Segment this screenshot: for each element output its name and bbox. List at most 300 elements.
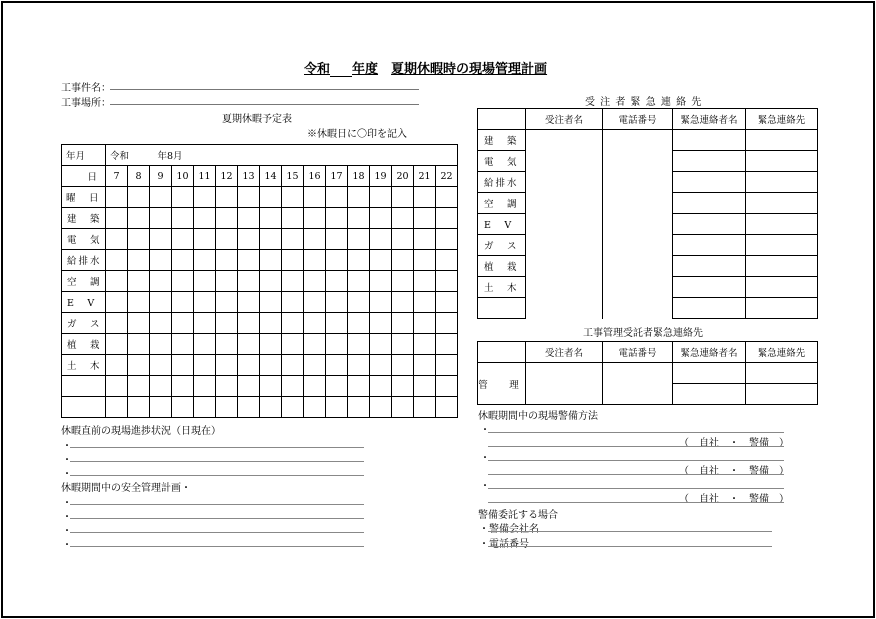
contacts-category: ガ ス	[478, 235, 526, 256]
schedule-row	[62, 313, 458, 334]
schedule-cell[interactable]	[238, 313, 260, 334]
weekday-cell[interactable]	[128, 187, 150, 208]
mgmt-cell-person-2[interactable]	[673, 384, 746, 405]
schedule-cell[interactable]	[370, 376, 392, 397]
schedule-cell[interactable]	[238, 376, 260, 397]
schedule-cell[interactable]	[282, 250, 304, 271]
schedule-cell[interactable]	[304, 208, 326, 229]
bullet: ・	[62, 498, 72, 509]
contacts-cell[interactable]	[673, 193, 746, 214]
security-label: 休暇期間中の現場警備方法	[478, 411, 598, 422]
contacts-cell[interactable]	[746, 277, 818, 298]
schedule-cell[interactable]	[106, 271, 128, 292]
schedule-cell[interactable]	[326, 250, 348, 271]
schedule-cell[interactable]	[106, 334, 128, 355]
schedule-cell[interactable]	[260, 229, 282, 250]
contacts-header: 緊急連絡先	[746, 109, 818, 130]
schedule-cell[interactable]	[106, 397, 128, 418]
schedule-cell[interactable]	[216, 229, 238, 250]
bullet: ・	[62, 540, 72, 551]
weekday-cell[interactable]	[150, 187, 172, 208]
schedule-cell[interactable]	[392, 229, 414, 250]
day-cell: 12	[216, 166, 238, 187]
security-line[interactable]	[488, 488, 784, 489]
schedule-cell[interactable]	[238, 208, 260, 229]
schedule-cell[interactable]	[304, 355, 326, 376]
schedule-category: 土 木	[62, 355, 106, 376]
schedule-cell[interactable]	[172, 397, 194, 418]
schedule-cell[interactable]	[370, 397, 392, 418]
schedule-cell[interactable]	[414, 292, 436, 313]
progress-label: 休暇直前の現場進捗状況（日現在）	[61, 426, 221, 437]
day-cell: 14	[260, 166, 282, 187]
schedule-cell[interactable]	[194, 397, 216, 418]
schedule-cell[interactable]	[348, 334, 370, 355]
schedule-cell[interactable]	[436, 376, 458, 397]
contacts-cell[interactable]	[673, 235, 746, 256]
schedule-cell[interactable]	[436, 229, 458, 250]
schedule-cell[interactable]	[414, 229, 436, 250]
schedule-cell[interactable]	[326, 208, 348, 229]
month-value[interactable]: 令和 年8月	[106, 145, 458, 166]
security-bullet: ・	[480, 425, 490, 436]
schedule-cell[interactable]	[326, 334, 348, 355]
contacts-category: 植 栽	[478, 256, 526, 277]
weekday-cell[interactable]	[326, 187, 348, 208]
contacts-cell[interactable]	[746, 172, 818, 193]
schedule-cell[interactable]	[282, 229, 304, 250]
schedule-cell[interactable]	[414, 334, 436, 355]
schedule-cell[interactable]	[282, 334, 304, 355]
weekday-cell[interactable]	[172, 187, 194, 208]
schedule-cell[interactable]	[172, 334, 194, 355]
security-option[interactable]: （ 自社 ・ 警備 ）	[679, 438, 789, 449]
schedule-cell[interactable]	[414, 208, 436, 229]
schedule-cell[interactable]	[436, 250, 458, 271]
day-cell: 17	[326, 166, 348, 187]
schedule-cell[interactable]	[150, 208, 172, 229]
schedule-cell[interactable]	[106, 313, 128, 334]
schedule-category: 植 栽	[62, 334, 106, 355]
schedule-row	[62, 229, 458, 250]
schedule-cell[interactable]	[172, 355, 194, 376]
contacts-cell[interactable]	[603, 172, 673, 193]
contacts-header: 電話番号	[603, 109, 673, 130]
schedule-cell[interactable]	[128, 397, 150, 418]
contacts-cell[interactable]	[746, 256, 818, 277]
contacts-cell[interactable]	[746, 214, 818, 235]
contacts-cell[interactable]	[746, 235, 818, 256]
contacts-cell[interactable]	[526, 256, 603, 277]
schedule-cell[interactable]	[216, 208, 238, 229]
security-option-line	[488, 446, 784, 447]
weekday-cell[interactable]	[414, 187, 436, 208]
schedule-cell[interactable]	[150, 355, 172, 376]
contacts-cell[interactable]	[526, 172, 603, 193]
schedule-cell[interactable]	[150, 376, 172, 397]
schedule-cell[interactable]	[128, 376, 150, 397]
contacts-row	[478, 151, 818, 172]
day-cell: 21	[414, 166, 436, 187]
schedule-cell[interactable]	[392, 355, 414, 376]
contacts-cell[interactable]	[673, 277, 746, 298]
schedule-cell[interactable]	[348, 397, 370, 418]
weekday-cell[interactable]	[282, 187, 304, 208]
schedule-cell[interactable]	[216, 313, 238, 334]
schedule-cell[interactable]	[128, 355, 150, 376]
weekday-cell[interactable]	[106, 187, 128, 208]
contacts-cell[interactable]	[526, 130, 603, 151]
schedule-cell[interactable]	[370, 250, 392, 271]
month-label: 年月	[62, 145, 106, 166]
day-cell: 13	[238, 166, 260, 187]
contacts-cell[interactable]	[603, 235, 673, 256]
contacts-caption: 受 注 者 緊 急 連 絡 先	[585, 97, 703, 108]
mgmt-corner	[478, 342, 526, 363]
contacts-row	[478, 277, 818, 298]
contacts-cell[interactable]	[673, 298, 746, 319]
schedule-cell[interactable]	[414, 376, 436, 397]
schedule-cell[interactable]	[436, 208, 458, 229]
schedule-cell[interactable]	[238, 229, 260, 250]
weekday-cell[interactable]	[216, 187, 238, 208]
schedule-cell[interactable]	[370, 334, 392, 355]
contacts-category: 土 木	[478, 277, 526, 298]
schedule-cell[interactable]	[172, 208, 194, 229]
schedule-cell[interactable]	[436, 313, 458, 334]
schedule-cell[interactable]	[392, 376, 414, 397]
title-main: 夏期休暇時の現場管理計画	[391, 62, 548, 77]
contacts-cell[interactable]	[603, 277, 673, 298]
project-name-line[interactable]	[110, 89, 419, 90]
write-line[interactable]	[70, 518, 364, 519]
contacts-cell[interactable]	[526, 235, 603, 256]
schedule-cell[interactable]	[282, 313, 304, 334]
contacts-cell[interactable]	[603, 151, 673, 172]
schedule-cell[interactable]	[260, 376, 282, 397]
schedule-cell[interactable]	[436, 397, 458, 418]
contacts-cell[interactable]	[526, 193, 603, 214]
contacts-cell[interactable]	[603, 256, 673, 277]
contacts-cell[interactable]	[603, 214, 673, 235]
weekday-cell[interactable]	[392, 187, 414, 208]
schedule-cell[interactable]	[106, 355, 128, 376]
schedule-cell[interactable]	[238, 292, 260, 313]
schedule-cell[interactable]	[348, 229, 370, 250]
schedule-cell[interactable]	[304, 334, 326, 355]
schedule-cell[interactable]	[172, 229, 194, 250]
schedule-cell[interactable]	[436, 271, 458, 292]
schedule-cell[interactable]	[150, 250, 172, 271]
schedule-cell[interactable]	[260, 292, 282, 313]
contacts-row	[478, 172, 818, 193]
schedule-cell[interactable]	[238, 355, 260, 376]
schedule-cell[interactable]	[216, 355, 238, 376]
mgmt-header: 緊急連絡先	[746, 342, 818, 363]
schedule-cell[interactable]	[194, 250, 216, 271]
contacts-cell[interactable]	[673, 130, 746, 151]
schedule-cell[interactable]	[282, 355, 304, 376]
schedule-cell[interactable]	[238, 250, 260, 271]
schedule-cell[interactable]	[260, 208, 282, 229]
schedule-cell[interactable]	[304, 292, 326, 313]
schedule-cell[interactable]	[348, 208, 370, 229]
schedule-cell[interactable]	[128, 292, 150, 313]
schedule-cell[interactable]	[414, 271, 436, 292]
schedule-cell[interactable]	[194, 355, 216, 376]
write-line[interactable]	[70, 475, 364, 476]
contacts-category	[478, 298, 526, 319]
schedule-cell[interactable]	[260, 334, 282, 355]
schedule-cell[interactable]	[392, 250, 414, 271]
schedule-cell[interactable]	[172, 313, 194, 334]
mgmt-cell-contact[interactable]	[746, 363, 818, 384]
schedule-cell[interactable]	[194, 208, 216, 229]
schedule-category: 建 築	[62, 208, 106, 229]
weekday-cell[interactable]	[370, 187, 392, 208]
contacts-corner	[478, 109, 526, 130]
schedule-cell[interactable]	[436, 334, 458, 355]
schedule-cell[interactable]	[414, 313, 436, 334]
schedule-cell[interactable]	[106, 229, 128, 250]
schedule-cell[interactable]	[282, 376, 304, 397]
safety-label: 休暇期間中の安全管理計画・	[61, 483, 191, 494]
contacts-row	[478, 298, 818, 319]
schedule-cell[interactable]	[128, 313, 150, 334]
schedule-cell[interactable]	[150, 292, 172, 313]
schedule-cell[interactable]	[150, 229, 172, 250]
schedule-cell[interactable]	[414, 355, 436, 376]
security-line[interactable]	[488, 432, 784, 433]
schedule-category: 給排水	[62, 250, 106, 271]
contacts-cell[interactable]	[603, 193, 673, 214]
weekday-cell[interactable]	[304, 187, 326, 208]
security-option[interactable]: （ 自社 ・ 警備 ）	[679, 466, 789, 477]
schedule-cell[interactable]	[260, 355, 282, 376]
schedule-cell[interactable]	[370, 208, 392, 229]
schedule-cell[interactable]	[392, 271, 414, 292]
schedule-cell[interactable]	[370, 355, 392, 376]
schedule-cell[interactable]	[194, 229, 216, 250]
schedule-row	[62, 208, 458, 229]
schedule-cell[interactable]	[326, 376, 348, 397]
schedule-cell[interactable]	[260, 397, 282, 418]
schedule-cell[interactable]	[128, 229, 150, 250]
schedule-cell[interactable]	[194, 376, 216, 397]
schedule-cell[interactable]	[392, 292, 414, 313]
schedule-cell[interactable]	[282, 292, 304, 313]
contacts-cell[interactable]	[526, 298, 603, 319]
schedule-cell[interactable]	[150, 313, 172, 334]
entrust-phone: ・電話番号	[479, 539, 529, 550]
schedule-cell[interactable]	[216, 334, 238, 355]
schedule-cell[interactable]	[106, 208, 128, 229]
write-line[interactable]	[70, 546, 364, 547]
schedule-cell[interactable]	[436, 292, 458, 313]
security-option-line	[488, 502, 784, 503]
contacts-cell[interactable]	[746, 151, 818, 172]
entrust-company-line[interactable]	[488, 531, 772, 532]
schedule-cell[interactable]	[128, 271, 150, 292]
schedule-cell[interactable]	[370, 229, 392, 250]
schedule-cell[interactable]	[414, 397, 436, 418]
schedule-cell[interactable]	[216, 292, 238, 313]
schedule-cell[interactable]	[194, 271, 216, 292]
contacts-cell[interactable]	[746, 130, 818, 151]
weekday-cell[interactable]	[260, 187, 282, 208]
contacts-cell[interactable]	[673, 256, 746, 277]
schedule-cell[interactable]	[304, 271, 326, 292]
project-site-label: 工事場所：	[61, 98, 111, 109]
write-line[interactable]	[70, 504, 364, 505]
write-line[interactable]	[70, 447, 364, 448]
weekday-cell[interactable]	[348, 187, 370, 208]
mgmt-header: 電話番号	[603, 342, 673, 363]
schedule-cell[interactable]	[304, 376, 326, 397]
schedule-cell[interactable]	[194, 292, 216, 313]
schedule-cell[interactable]	[238, 397, 260, 418]
schedule-cell[interactable]	[260, 271, 282, 292]
project-site-line[interactable]	[110, 104, 419, 105]
schedule-cell[interactable]	[348, 355, 370, 376]
schedule-cell[interactable]	[326, 355, 348, 376]
title-era: 令和	[304, 62, 331, 77]
entrust-phone-line[interactable]	[488, 546, 772, 547]
mgmt-cell-person[interactable]	[673, 363, 746, 384]
schedule-cell[interactable]	[392, 313, 414, 334]
schedule-cell[interactable]	[348, 376, 370, 397]
weekday-cell[interactable]	[194, 187, 216, 208]
contacts-cell[interactable]	[526, 151, 603, 172]
schedule-category: 電 気	[62, 229, 106, 250]
contacts-cell[interactable]	[673, 172, 746, 193]
schedule-cell[interactable]	[304, 313, 326, 334]
schedule-cell[interactable]	[436, 355, 458, 376]
day-cell: 7	[106, 166, 128, 187]
day-label: 日	[62, 166, 106, 187]
schedule-cell[interactable]	[348, 313, 370, 334]
schedule-cell[interactable]	[172, 292, 194, 313]
schedule-cell[interactable]	[106, 250, 128, 271]
contacts-category: 給排水	[478, 172, 526, 193]
contacts-cell[interactable]	[603, 130, 673, 151]
schedule-cell[interactable]	[106, 376, 128, 397]
schedule-cell[interactable]	[216, 250, 238, 271]
schedule-cell[interactable]	[326, 271, 348, 292]
vacation-schedule-table	[61, 144, 458, 418]
schedule-cell[interactable]	[304, 397, 326, 418]
schedule-category	[62, 376, 106, 397]
schedule-row	[62, 292, 458, 313]
schedule-cell[interactable]	[172, 250, 194, 271]
schedule-cell[interactable]	[370, 313, 392, 334]
weekday-cell[interactable]	[436, 187, 458, 208]
schedule-cell[interactable]	[348, 250, 370, 271]
schedule-row	[62, 334, 458, 355]
schedule-category: ガ ス	[62, 313, 106, 334]
schedule-cell[interactable]	[194, 334, 216, 355]
schedule-cell[interactable]	[282, 271, 304, 292]
schedule-cell[interactable]	[128, 250, 150, 271]
contacts-row	[478, 214, 818, 235]
schedule-cell[interactable]	[216, 271, 238, 292]
schedule-cell[interactable]	[194, 313, 216, 334]
schedule-category	[62, 397, 106, 418]
schedule-cell[interactable]	[172, 376, 194, 397]
schedule-cell[interactable]	[238, 271, 260, 292]
page-title	[304, 58, 547, 77]
schedule-cell[interactable]	[348, 271, 370, 292]
write-line[interactable]	[70, 532, 364, 533]
mgmt-header: 緊急連絡者名	[673, 342, 746, 363]
schedule-cell[interactable]	[260, 313, 282, 334]
schedule-cell[interactable]	[216, 376, 238, 397]
contacts-row	[478, 235, 818, 256]
mgmt-cell-contact-2[interactable]	[746, 384, 818, 405]
schedule-cell[interactable]	[260, 250, 282, 271]
schedule-cell[interactable]	[128, 334, 150, 355]
mgmt-cell-name[interactable]	[526, 363, 603, 405]
schedule-cell[interactable]	[392, 397, 414, 418]
schedule-cell[interactable]	[304, 250, 326, 271]
schedule-cell[interactable]	[282, 208, 304, 229]
schedule-category: 空 調	[62, 271, 106, 292]
contacts-category: 建 築	[478, 130, 526, 151]
contacts-cell[interactable]	[603, 298, 673, 319]
schedule-cell[interactable]	[150, 334, 172, 355]
schedule-cell[interactable]	[150, 397, 172, 418]
schedule-cell[interactable]	[326, 397, 348, 418]
schedule-cell[interactable]	[326, 292, 348, 313]
schedule-cell[interactable]	[348, 292, 370, 313]
schedule-cell[interactable]	[304, 229, 326, 250]
schedule-cell[interactable]	[414, 250, 436, 271]
contacts-header: 緊急連絡者名	[673, 109, 746, 130]
schedule-row	[62, 397, 458, 418]
write-line[interactable]	[70, 461, 364, 462]
schedule-cell[interactable]	[326, 313, 348, 334]
contacts-row	[478, 193, 818, 214]
schedule-cell[interactable]	[216, 397, 238, 418]
schedule-cell[interactable]	[370, 292, 392, 313]
bullet: ・	[62, 455, 72, 466]
contacts-category: E V	[478, 214, 526, 235]
schedule-cell[interactable]	[238, 334, 260, 355]
schedule-cell[interactable]	[326, 229, 348, 250]
schedule-cell[interactable]	[392, 334, 414, 355]
schedule-cell[interactable]	[282, 397, 304, 418]
schedule-cell[interactable]	[128, 208, 150, 229]
weekday-cell[interactable]	[238, 187, 260, 208]
contacts-cell[interactable]	[673, 151, 746, 172]
schedule-row	[62, 376, 458, 397]
schedule-cell[interactable]	[370, 271, 392, 292]
contacts-cell[interactable]	[746, 298, 818, 319]
schedule-cell[interactable]	[106, 292, 128, 313]
schedule-cell[interactable]	[392, 208, 414, 229]
mgmt-cell-phone[interactable]	[603, 363, 673, 405]
contacts-cell[interactable]	[746, 193, 818, 214]
contacts-cell[interactable]	[673, 214, 746, 235]
schedule-cell[interactable]	[150, 271, 172, 292]
schedule-cell[interactable]	[172, 271, 194, 292]
schedule-row	[62, 250, 458, 271]
contacts-cell[interactable]	[526, 277, 603, 298]
mgmt-header: 受注者名	[526, 342, 603, 363]
security-option[interactable]: （ 自社 ・ 警備 ）	[679, 494, 789, 505]
security-line[interactable]	[488, 460, 784, 461]
contacts-cell[interactable]	[526, 214, 603, 235]
